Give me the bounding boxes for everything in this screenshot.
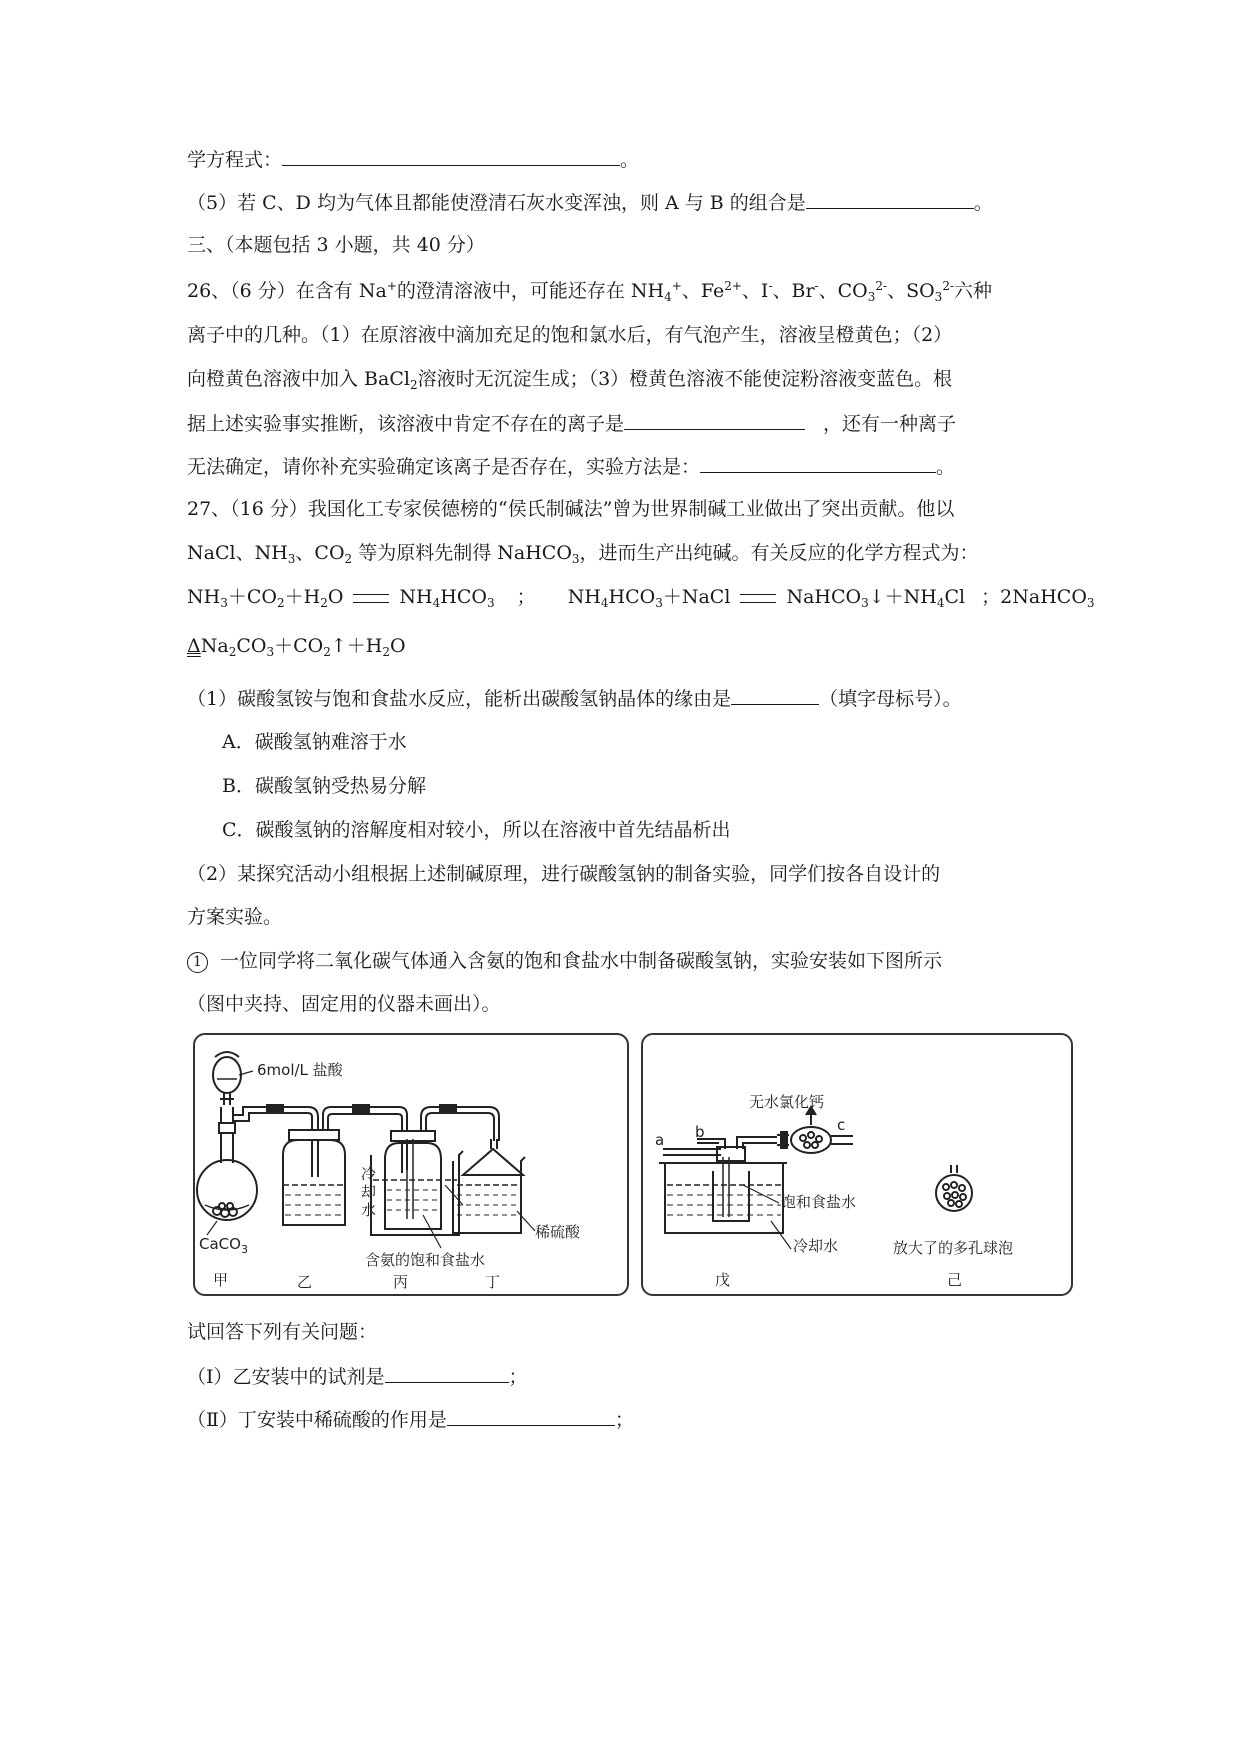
label-a: a <box>655 1131 665 1149</box>
q26-line1: 26、（6 分）在含有 Na+的澄清溶液中，可能还存在 $NH_4^+$、$Fe^{2+}$、I-、Br-、$CO_3^{2-}$、$SO_3^{2-}$六种 <box>187 279 993 304</box>
q25-line-cont: 学方程式： 。 <box>187 146 639 172</box>
q26-line5: 无法确定，请你补充实验确定该离子是否存在，实验方法是： 。 <box>187 453 955 479</box>
equals-sign <box>353 594 389 603</box>
label-h2so4: 稀硫酸 <box>535 1223 581 1241</box>
q27-equations: $NH_3+CO_2+H_2O$ $NH_4HCO_3$ ； $NH_4HCO_3+NaCl$ $NaHCO_3↓+NH_4Cl$ ；2NaHCO$_3$ <box>187 586 1095 610</box>
label-wu: 戊 <box>715 1271 731 1289</box>
q26-line3: 向橙黄色溶液中加入 BaCl$_2$溶液时无沉淀生成；（3）橙黄色溶液不能使淀粉溶液变蓝色。根 <box>187 368 953 392</box>
label-coolwater: 冷却水 <box>361 1165 377 1219</box>
label-jia: 甲 <box>213 1271 229 1289</box>
option-b: B．碳酸氢钠受热易分解 <box>222 775 426 797</box>
q27-part2-line1: （2）某探究活动小组根据上述制碱原理，进行碳酸氢钠的制备实验，同学们按各自设计的 <box>187 863 941 885</box>
answer-blank[interactable] <box>731 685 819 705</box>
answer-blank[interactable] <box>624 410 805 430</box>
label-cacl2: 无水氯化钙 <box>749 1093 825 1111</box>
label-yi: 乙 <box>297 1273 313 1291</box>
label-b: b <box>695 1123 705 1141</box>
equals-sign <box>740 594 776 603</box>
heat-delta-sign: Δ <box>187 635 201 657</box>
label-ding: 丁 <box>485 1273 501 1291</box>
q27-part2-line2: 方案实验。 <box>187 906 283 928</box>
q27-line1: 27、（16 分）我国化工专家侯德榜的“侯氏制碱法”曾为世界制碱工业做出了突出贡献。他以 <box>187 498 955 520</box>
option-a: A．碳酸氢钠难溶于水 <box>222 731 407 753</box>
answer-blank[interactable] <box>447 1406 615 1426</box>
q27-line2: NaCl、$NH_3$、$CO_2$ 等为原料先制得 NaHCO$_3$，进而生产出纯碱。有关反应的化学方程式为： <box>187 542 979 566</box>
q26-line4: 据上述实验事实推断，该溶液中肯定不存在的离子是 ，还有一种离子 <box>187 410 956 436</box>
q27-equation3: $\Delta Na_2CO_3+CO_2↑+H_2O$ <box>187 635 406 659</box>
label-bing: 丙 <box>393 1273 409 1291</box>
section-heading: 三、（本题包括 3 小题，共 40 分） <box>187 234 485 256</box>
q25-item5: （5）若 C、D 均为气体且都能使澄清石灰水变浑浊，则 A 与 B 的组合是 。 <box>187 189 993 215</box>
answer-blank[interactable] <box>806 189 974 209</box>
answer-blank[interactable] <box>700 453 936 473</box>
label-hcl: 6mol/L 盐酸 <box>257 1061 343 1079</box>
q27-part3-line2: （图中夹持、固定用的仪器未画出）。 <box>187 993 501 1015</box>
circled-number: 1 <box>187 952 208 973</box>
label-coolwater: 冷却水 <box>793 1237 839 1255</box>
apparatus-wu-ji <box>643 1035 1071 1294</box>
q26-line2: 离子中的几种。（1）在原溶液中滴加充足的饱和氯水后，有气泡产生，溶液呈橙黄色；（2） <box>187 324 953 346</box>
label-saturated-brine: 饱和食盐水 <box>781 1193 857 1211</box>
apparatus-figure-right <box>641 1033 1073 1296</box>
label-brine: 含氨的饱和食盐水 <box>365 1251 486 1269</box>
q27-part3-line1: 1 一位同学将二氧化碳气体通入含氨的饱和食盐水中制备碳酸氢钠，实验安装如下图所示 <box>187 949 942 973</box>
label-porous-bulb: 放大了的多孔球泡 <box>893 1239 1014 1257</box>
after-figure-prompt: 试回答下列有关问题： <box>187 1321 378 1343</box>
q27-part1: （1）碳酸氢铵与饱和食盐水反应，能析出碳酸氢钠晶体的缘由是 （填字母标号）。 <box>187 685 962 711</box>
label-ji: 己 <box>947 1271 963 1289</box>
label-c: c <box>837 1116 846 1134</box>
question-i: （Ⅰ）乙安装中的试剂是 ； <box>187 1363 528 1389</box>
answer-blank[interactable] <box>385 1363 509 1383</box>
question-ii: （Ⅱ）丁安装中稀硫酸的作用是 ； <box>187 1406 634 1432</box>
apparatus-figure-left <box>193 1033 629 1296</box>
option-c: C．碳酸氢钠的溶解度相对较小，所以在溶液中首先结晶析出 <box>222 819 731 841</box>
label-caco3: CaCO$_3$ <box>199 1235 248 1256</box>
answer-blank[interactable] <box>282 146 620 166</box>
apparatus-jia-yi-bing-ding <box>195 1035 627 1294</box>
